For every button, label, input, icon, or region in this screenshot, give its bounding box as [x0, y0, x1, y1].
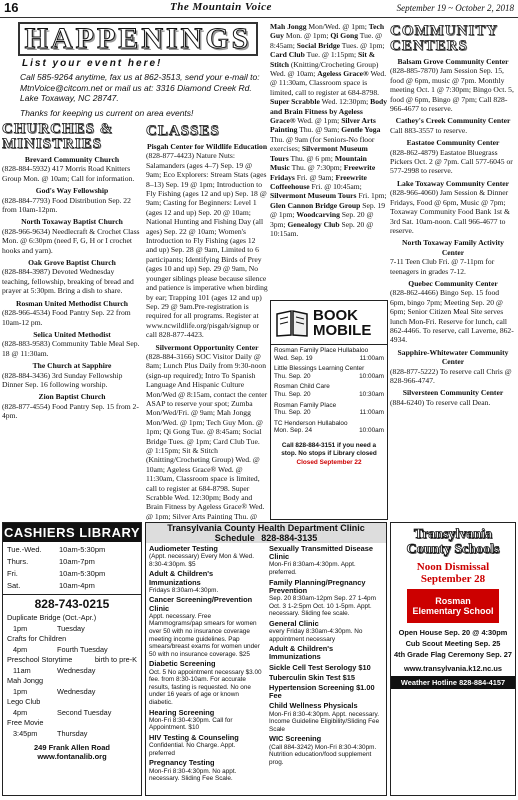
event-time: 4pm	[13, 644, 28, 654]
church-item	[2, 186, 142, 214]
hours-day: Sat.	[7, 581, 21, 590]
clinic-phone: 828-884-3135	[261, 533, 318, 543]
church-name: Rosman United Methodist Church	[16, 298, 128, 308]
community-name: Cathey's Creek Community Center	[395, 116, 511, 126]
community-item	[390, 348, 516, 386]
schools-box	[390, 522, 516, 796]
cashiers-library-box	[2, 522, 142, 796]
clinic-entry-title: Adult & Children's Immunizations	[269, 644, 334, 662]
church-item	[2, 361, 142, 389]
clinic-entry	[269, 702, 383, 733]
hours-time: 10am-5:30pm	[59, 569, 106, 578]
class-text: (828-884-3166) SOC Visitor Daily @ 8am; Lunch Plus Daily from 9:30-noon (sign-up required); Intro To Spanish Language And Hispanic Culture Mon/Wed @ 8:15am, contact the center ASAP to reserve your spot; Zumba Mon/Wed/Fri. @ 9am; Mah Jongg Mon/Wed. @ 1pm; Tech Guy Mon. @ 1pm; Qi Gong Tue. @ 8:45am; Social Bridge Tues. @ 1pm; Card Club Tue. @ 1:15pm; Sit & Stitch (Knitting/Crocheting Group) Wed. @ 10am; Ageless Grace® Wed. @ 11:30am, Classroom space is limited, call to register at 684-8798. Super Scrabble Wed. 12:30pm; Body and Brain Fitness by Ageless Grace® Wed. @ 1pm; Silver Arts Painting Thu. @	[146, 351, 268, 520]
event-label: Free Movie	[7, 718, 44, 727]
event-time: 1pm	[13, 623, 28, 633]
church-name: God's Way Fellowship	[35, 186, 109, 196]
stop-day: Thu. Sep. 20	[274, 390, 311, 398]
event-time: 4pm	[13, 707, 28, 717]
clinic-entry-text: Mon-Fri 8:30am-4:30pm. Appt. preferred.	[269, 561, 356, 576]
church-text: (828-884-3987) Devoted Wednesday teaching, fellowship, breaking of bread and prayer at 5:30pm. Bring a dish to share.	[2, 267, 134, 296]
event-time: 3:45pm	[13, 728, 38, 738]
stop-when	[274, 409, 384, 417]
library-event-row	[3, 624, 141, 635]
clinic-entry	[269, 735, 383, 766]
clinic-columns	[146, 543, 386, 787]
bookmobile-note: Call 828-884-3151 if you need a stop. No stops if Library closed	[281, 441, 377, 457]
stop-when	[274, 427, 384, 435]
clinic-right	[266, 545, 383, 785]
class-name: Pisgah Center for Wildlife Education	[146, 142, 268, 151]
clinic-entry-title: Child Wellness Physicals	[269, 701, 358, 711]
community-item	[390, 279, 516, 345]
church-item	[2, 217, 142, 255]
library-event-row	[3, 655, 141, 666]
community-name: Balsam Grove Community Center	[397, 57, 509, 66]
library-event-row	[3, 676, 141, 687]
community-item	[390, 238, 516, 276]
community-item	[390, 138, 516, 176]
community-item	[390, 388, 516, 407]
stop-place: Little Blessings Learning Center	[274, 365, 365, 373]
church-text: (828-883-9583) Community Table Meal Sep. 18 @ 11:30am.	[2, 339, 140, 358]
event-label: Preschool Storytime	[7, 655, 73, 664]
noon-dismissal: Noon Dismissal	[416, 561, 490, 573]
event-label: Lego Club	[7, 697, 41, 706]
churches-column	[2, 122, 142, 520]
church-name: Brevard Community Church	[24, 155, 120, 164]
event-label: Mah Jongg	[7, 676, 44, 685]
class-name: Silvermont Opportunity Center	[155, 342, 259, 352]
clinic-entry	[149, 660, 263, 706]
church-item	[2, 330, 142, 358]
weather-hotline: Weather Hotline 828-884-4157	[391, 676, 515, 689]
event-day: Wednesday	[57, 665, 96, 675]
stop-time: 10:00am	[359, 427, 384, 435]
clinic-entry-text: Sep. 20 8:30am-12pm Sep. 27 1-4pm Oct. 3 1-2:5pm Oct. 10 1-5pm. Appt. necessary. Sliding fee scale.	[269, 595, 376, 618]
clinic-entry	[149, 734, 263, 757]
stop-time: 10:30am	[359, 390, 384, 398]
bookmobile-title	[313, 308, 371, 338]
clinic-entry-title: WIC Screening	[269, 734, 322, 744]
hours-time: 10am-5:30pm	[59, 545, 106, 554]
library-hours-row	[3, 544, 141, 556]
thanks-text: Thanks for keeping us current on area events!	[20, 107, 194, 118]
bookmobile-stop	[274, 420, 384, 435]
clinic-entry	[269, 620, 383, 643]
church-item	[2, 299, 142, 327]
stop-place: Rosman Family Place	[274, 401, 337, 409]
church-text: (828-877-4554) Food Pantry Sep. 15 from 2-4pm.	[2, 401, 139, 421]
stop-time: 10:00am	[359, 372, 384, 380]
classes-title: CLASSES	[146, 124, 220, 139]
bookmobile-stops	[271, 345, 387, 440]
hours-time: 10am-4pm	[59, 581, 95, 590]
library-hours	[3, 542, 141, 595]
hours-day: Fri.	[7, 569, 18, 578]
stop-time: 11:00am	[359, 354, 384, 362]
community-list	[390, 57, 516, 407]
school-name: Rosman Elementary School	[407, 589, 499, 623]
community-text: (828-862-4466) Bingo Sep. 15 food 6pm, bingo 7pm; Meeting Sep. 20 @ 6pm; Senior Citizen Meal Site serves lunch Mon-Fri. Reserve for lunch, call 862-4466. To reserve, call Laverne, 862-4934.	[390, 288, 514, 345]
clinic-entry-title: Diabetic Screening	[149, 659, 216, 669]
issue-date: September 19 ~ October 2, 2018	[396, 3, 514, 13]
churches-title: CHURCHES & MINISTRIES	[2, 122, 114, 152]
clinic-entry-text: Mon-Fri 8:30-4:30pm. Call for Appointment. $10	[149, 716, 233, 732]
stop-day: Thu. Sep. 20	[274, 372, 311, 380]
dismissal-date: September 28	[420, 573, 486, 585]
church-item	[2, 392, 142, 420]
church-text: (828-966-9634) Needlecraft & Crochet Class Mon. @ 6:30pm (need F, G, H or I crochet hooks and yarn).	[2, 226, 140, 255]
library-event-row	[3, 666, 141, 677]
event-day: Second Tuesday	[57, 707, 112, 717]
church-name: Oak Grove Baptist Church	[28, 258, 116, 268]
library-event-row	[3, 634, 141, 645]
stop-day: Mon. Sep. 24	[274, 427, 313, 435]
library-event-row	[3, 718, 141, 729]
clinic-entry	[269, 674, 383, 682]
stop-when	[274, 373, 384, 381]
bookmobile-title-2: MOBILE	[313, 321, 372, 339]
church-name: The Church at Sapphire	[32, 361, 112, 371]
classes-continued	[270, 22, 388, 322]
clinic-entry-title: Pregnancy Testing	[149, 758, 215, 768]
clinic-entry-text: Mon-Fri 8:30-4:30pm. Appt. necessary. Income Guideline Eligibility/Sliding Fee Scale	[269, 710, 380, 733]
clinic-left	[149, 545, 266, 785]
community-name: North Toxaway Family Activity Center	[402, 238, 504, 257]
event-label: Crafts for Children	[7, 634, 67, 643]
church-name: Selica United Methodist	[33, 329, 111, 339]
happenings-intro	[20, 72, 270, 118]
clinic-entry-text: Confidential. No Charge. Appt. preferred	[149, 742, 236, 757]
community-item	[390, 57, 516, 113]
stop-time: 11:00am	[359, 409, 384, 417]
church-item	[2, 155, 142, 183]
bookmobile-stop	[274, 347, 384, 362]
clinic-entry-title: Family Planning/Pregnancy Prevention	[269, 577, 366, 595]
stop-place: Rosman Child Care	[274, 383, 330, 391]
schools-title-2: County Schools	[406, 542, 500, 557]
clinic-entry-title: Adult & Children's Immunizations	[149, 569, 214, 587]
hours-day: Tue.-Wed.	[7, 545, 42, 554]
event-time: 1pm	[13, 686, 28, 696]
clinic-entry-text: (Appt. necessary) Every Mon & Wed. 8:30-4:30pm. $5	[149, 553, 255, 568]
clinic-entry-title: Audiometer Testing	[149, 544, 218, 553]
library-event-row	[3, 697, 141, 708]
community-title: COMMUNITY CENTERS	[390, 24, 498, 54]
stop-place: TC Henderson Hullabaloo	[274, 419, 348, 427]
church-text: (828-966-4534) Food Pantry Sep. 22 from 10am-12 pm.	[2, 308, 131, 327]
stop-day: Wed. Sep. 19	[274, 354, 313, 362]
library-event-row	[3, 708, 141, 719]
clinic-entry-title: Sickle Cell Test Serology $10	[269, 662, 371, 672]
clinic-entry-title: HIV Testing & Counseling	[149, 732, 239, 742]
stop-when	[274, 355, 384, 363]
community-text: 7-11 Teen Club Fri. @ 7-11pm for teenagers in grades 7-12.	[390, 257, 495, 276]
community-name: Lake Toxaway Community Center	[396, 178, 509, 188]
church-item	[2, 258, 142, 296]
clinic-entry-title: Hearing Screening	[149, 707, 215, 717]
library-event-row	[3, 729, 141, 740]
stop-when	[274, 391, 384, 399]
clinic-entry-title: Hypertension Screening $1.00 Fee	[269, 682, 375, 701]
masthead: The Mountain Voice	[170, 1, 272, 13]
class-item	[146, 343, 268, 520]
clinic-entry-title: Tuberculin Skin Test $15	[269, 672, 355, 682]
happenings-tagline: List your event here!	[22, 58, 163, 69]
community-name: Silversteen Community Center	[402, 388, 504, 398]
library-events	[3, 613, 141, 739]
event-label: Duplicate Bridge (Oct.-Apr.)	[7, 613, 97, 622]
community-text: (884-6240) To reserve call Dean.	[390, 397, 491, 407]
clinic-entry-text: Fridays 8:30am-4:30pm.	[149, 586, 219, 594]
clinic-entry-text: Oct. 5 No appointment necessary $3.00 fee. from 8:30-10am. For accurate results, fasting is requested. No one under 16 years of age or known diabetic.	[149, 668, 262, 706]
clinic-entry-title: Sexually Transmitted Disease Clinic	[269, 544, 373, 562]
clinic-title-text: Transylvania County Health Department Clinic Schedule	[167, 523, 365, 543]
happenings-title: HAPPENINGS	[18, 22, 258, 56]
bookmobile-title-1: BOOK	[313, 306, 358, 324]
class-text: (828-877-4423) Nature Nuts: Salamanders (ages 4–7) Sep. 19 @ 9am; Eco Explorers: Stream Stats (ages 8–13) Sep. 19 @ 1pm; Introduction to Fly Fishing (ages 12 and up) Sep. 18 @ 9am; Casting for Beginners: Level 1 (ages 12 and up) Sep. 20 @ 10am; National Hunting and Fishing Day (all ages) Sep. 22 @ 10am; Women's Introduction to Fly Fishing (ages 12 and up) Sep. 28 @ 9am, Limited to 6 participants; Identifying Birds of Prey (ages 10 and up) Sep. 29 @ 9am, No younger siblings please because silence and patience is imperative when birding by ear; Trapping 101 (ages 12 and up) Sep. 29 @ 9am.Pre-registration is required for all programs. Register at www.ncwildlife.org/pisgah/signup or call 828-877-4423.	[146, 151, 268, 340]
bookmobile-box	[270, 300, 388, 520]
clinic-entry-title: Cancer Screening/Prevention Clinic	[149, 595, 253, 613]
book-icon	[275, 308, 309, 338]
bookmobile-stop	[274, 383, 384, 398]
clinic-entry	[149, 570, 263, 594]
clinic-title	[146, 523, 386, 543]
intro-text: Call 585-9264 anytime, fax us at 862-3513, send your e-mail to: MtnVoice@citcom.net or mail us at: 3316 Diamond Creek Rd. Lake Toxaway, NC 28747.	[20, 72, 260, 103]
church-text: (828-884-3436) 3rd Sunday Fellowship Dinner Sep. 16 following worship.	[2, 370, 123, 389]
page-number: 16	[4, 0, 19, 15]
clinic-schedule-box	[145, 522, 387, 796]
clinic-entry	[149, 596, 263, 658]
community-text: Call 883-3557 to reserve.	[390, 125, 468, 135]
clinic-entry-text: Mon-Fri 8:30-4:30pm. No appt. necessary. Sliding Fee Scale.	[149, 767, 237, 783]
event-time: 11am	[13, 665, 31, 675]
hours-time: 10am-7pm	[59, 557, 95, 566]
community-text: (828-885-7870) Jam Session Sep. 15, food @ 6pm, music @ 7pm. Monthly meeting Oct. 1 @ 7:30pm; Bingo Oct. 5, food @ 6pm, Bingo @ 7pm; Call 828-966-4677 to reserve.	[390, 66, 514, 114]
clinic-entry	[269, 684, 383, 700]
library-hours-row	[3, 556, 141, 568]
event-day: Fourth Tuesday	[57, 644, 108, 654]
classes-list	[146, 142, 268, 520]
church-name: Zion Baptist Church	[38, 392, 106, 402]
library-event-row	[3, 687, 141, 698]
school-event: Open House Sep. 20 @ 4:30pm	[398, 628, 508, 637]
library-hours-row	[3, 568, 141, 580]
community-item	[390, 116, 516, 135]
stop-day: Thu. Sep. 20	[274, 409, 311, 417]
clinic-entry	[269, 664, 383, 672]
bookmobile-header	[271, 301, 387, 345]
clinic-entry	[269, 645, 383, 661]
church-text: (828-884-7793) Food Distribution Sep. 22 from 10am-12pm.	[2, 195, 131, 215]
silvermont-continued: Mah Jongg Mon/Wed. @ 1pm; Tech Guy Mon. @ 1pm; Qi Gong Tue. @ 8:45am; Social Bridge Tues. @ 1pm; Card Club Tue. @ 1:15pm; Sit & Stitch (Knitting/Crocheting Group) Wed. @ 10am; Ageless Grace® Wed. @ 11:30am, Classroom space is limited, call to register at 684-8798. Super Scrabble Wed. 12:30pm; Body and Brain Fitness by Ageless Grace® Wed. @ 1pm; Silver Arts Painting Thu. @ 9am; Gentle Yoga Thu. @ 9am (for Seniors-No floor exercises; Silvermont Museum Tours Thu. @ 6 pm; Mountain Music Thu. @ 7:30pm; Freewrite Fridays Fri. @ 9am; Freewrite Coffeehouse Fri. @ 10:45am; Silvermont Museum Tours Fri. 1pm; Glen Cannon Bridge Group Sep. 19 @ 1pm; Woodcarving Sep. 20 @ 3pm; Genealogy Club Sep. 20 @ 10:15am.	[270, 22, 388, 238]
library-title: CASHIERS LIBRARY	[3, 525, 141, 540]
school-events	[391, 627, 515, 660]
schools-title	[391, 527, 515, 557]
community-name: Quebec Community Center	[408, 278, 498, 288]
hours-day: Thurs.	[7, 557, 29, 566]
school-event: 4th Grade Flag Ceremony Sep. 27	[394, 650, 512, 659]
event-note: birth to pre-K	[94, 655, 137, 664]
library-phone: 828-743-0215	[34, 597, 110, 611]
school-event: Cub Scout Meeting Sep. 25	[405, 639, 501, 648]
community-item	[390, 179, 516, 235]
community-name: Eastatoe Community Center	[406, 138, 500, 148]
community-text: (828-877-5222) To reserve call Chris @ 828-966-4747.	[390, 366, 512, 385]
bookmobile-closed: Closed September 22	[296, 459, 362, 467]
bookmobile-stop	[274, 402, 384, 417]
page-header	[0, 0, 518, 18]
clinic-entry-text: Appt. necessary. Free Mammograms/pap smears for women over 50 with no insurance coverage meeting income guidelines. Pap smears/breast exams for women under 50 with no insurance coverage. $25	[149, 612, 260, 658]
community-text: (828-966-4060) Jam Session & Dinner Fridays, Food @ 6pm, Music @ 7pm; Toxaway Community Food Bank 1st & 3rd Sat. 10am-noon. Call 966-4677 to reserve.	[390, 188, 510, 235]
event-day: Wednesday	[57, 686, 96, 696]
clinic-entry-text: every Friday 8:30am-4:30pm. No appointment necessary	[269, 627, 363, 643]
event-day: Tuesday	[57, 623, 85, 633]
clinic-entry	[269, 545, 383, 577]
schools-title-1: Transylvania	[413, 527, 493, 542]
library-event-row	[3, 645, 141, 656]
clinic-entry	[149, 545, 263, 568]
event-day: Thursday	[57, 728, 88, 738]
library-hours-row	[3, 580, 141, 592]
library-event-row	[3, 613, 141, 624]
clinic-entry-title: General Clinic	[269, 618, 319, 628]
clinic-entry-text: (Call 884-3242) Mon-Fri 8:30-4:30pm. Nutrition education/food supplement prog.	[269, 743, 377, 766]
library-address: 249 Frank Allen Road	[34, 743, 110, 752]
community-text: (828-862-4879) Eastatoe Bluegrass Pickers Oct. 2 @ 7pm. Call 577-6045 or 577-2998 to reserve.	[390, 147, 513, 176]
clinic-entry	[149, 759, 263, 782]
community-column	[390, 24, 516, 520]
clinic-entry	[269, 579, 383, 618]
church-name: North Toxaway Baptist Church	[21, 217, 123, 227]
class-item	[146, 142, 268, 340]
clinic-entry	[149, 709, 263, 732]
church-text: (828-884-5932) 417 Morris Road Knitters Group Mon. @ 10am; Call for information.	[2, 164, 135, 183]
library-web: www.fontanalib.org	[37, 752, 107, 761]
bookmobile-stop	[274, 365, 384, 380]
classes-column	[146, 124, 268, 520]
community-name: Sapphire-Whitewater Community Center	[397, 347, 509, 367]
churches-list	[2, 155, 142, 421]
stop-place: Rosman Family Place Hullabaloo	[274, 347, 369, 354]
schools-web: www.transylvania.k12.nc.us	[404, 664, 502, 673]
